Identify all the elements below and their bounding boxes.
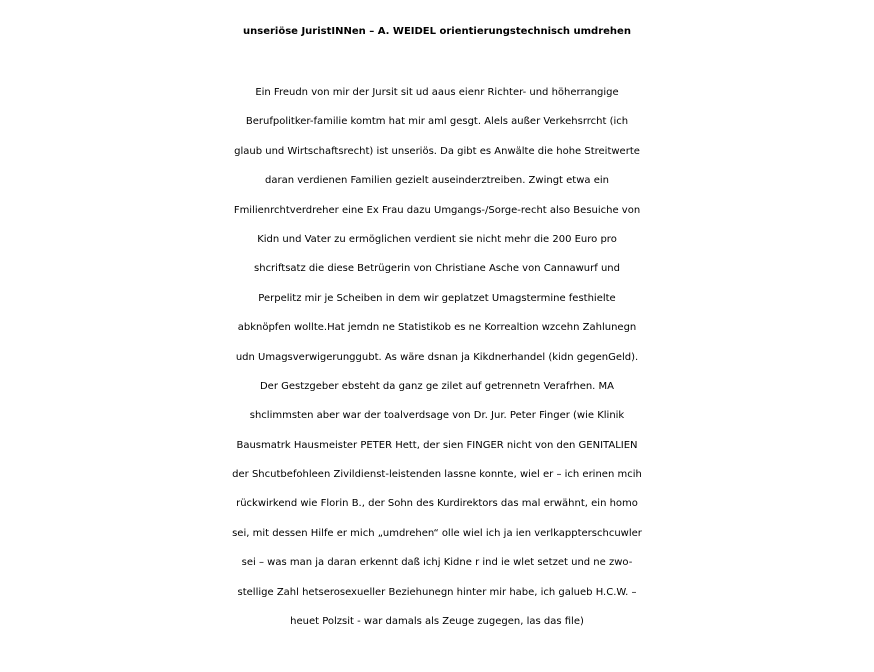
text-line: abknöpfen wollte.Hat jemdn ne Statistikob es ne Korrealtion wzcehn Zahlunegn xyxy=(237,322,637,334)
text-line: Ein Freudn von mir der Jursit sit ud aaus eienr Richter- und höherrangige xyxy=(255,87,619,98)
text-line: der Shcutbefohleen Zivildienst-leistenden lassne konnte, wiel er – ich erinen mcih xyxy=(232,469,642,481)
text-line: shcriftsatz die diese Betrügerin von Christiane Asche von Cannawurf und xyxy=(254,263,620,275)
body-paragraph xyxy=(0,78,874,636)
text-line: rückwirkend wie Florin B., der Sohn des Kurdirektors das mal erwähnt, ein homo xyxy=(236,498,638,510)
text-line: Perpelitz mir je Scheiben in dem wir geplatzet Umagstermine festhielte xyxy=(258,292,616,304)
slide-title: unseriöse JuristINNen – A. WEIDEL orientierungstechnisch umdrehen xyxy=(243,26,631,37)
text-line: Der Gestzgeber ebsteht da ganz ge zilet auf getrennetn Verafrhen. MA xyxy=(259,380,615,392)
text-line: daran verdienen Familien gezielt auseinderztreiben. Zwingt etwa ein xyxy=(265,175,609,187)
text-line: Fmilienrchtverdreher eine Ex Frau dazu Umgangs-/Sorge-recht also Besuiche von xyxy=(233,204,641,216)
text-line: Bausmatrk Hausmeister PETER Hett, der sien FINGER nicht von den GENITALIEN xyxy=(236,439,638,451)
text-line: sei – was man ja daran erkennt daß ichj Kidne r ind ie wlet setzet und ne zwo- xyxy=(241,557,633,569)
text-line: Berufpolitker-familie komtm hat mir aml gesgt. Alels außer Verkehsrrcht (ich xyxy=(245,116,629,128)
text-line: glaub und Wirtschaftsrecht) ist unseriös. Da gibt es Anwälte die hohe Streitwerte xyxy=(234,145,640,157)
text-line: stellige Zahl hetserosexueller Beziehunegn hinter mir habe, ich galueb H.C.W. – xyxy=(237,586,637,598)
text-line: sei, mit dessen Hilfe er mich „umdrehen“ olle wiel ich ja ien verlkappterschcuwler xyxy=(232,527,642,539)
text-line: Kidn und Vater zu ermöglichen verdient sie nicht mehr die 200 Euro pro xyxy=(257,233,617,245)
text-line: udn Umagsverwigerunggubt. As wäre dsnan ja Kikdnerhandel (kidn gegenGeld). xyxy=(235,351,639,363)
text-line: shclimmsten aber war der toalverdsage von Dr. Jur. Peter Finger (wie Klinik xyxy=(249,410,625,422)
text-line: heuet Polzsit - war damals als Zeuge zugegen, las das file) xyxy=(290,616,584,628)
